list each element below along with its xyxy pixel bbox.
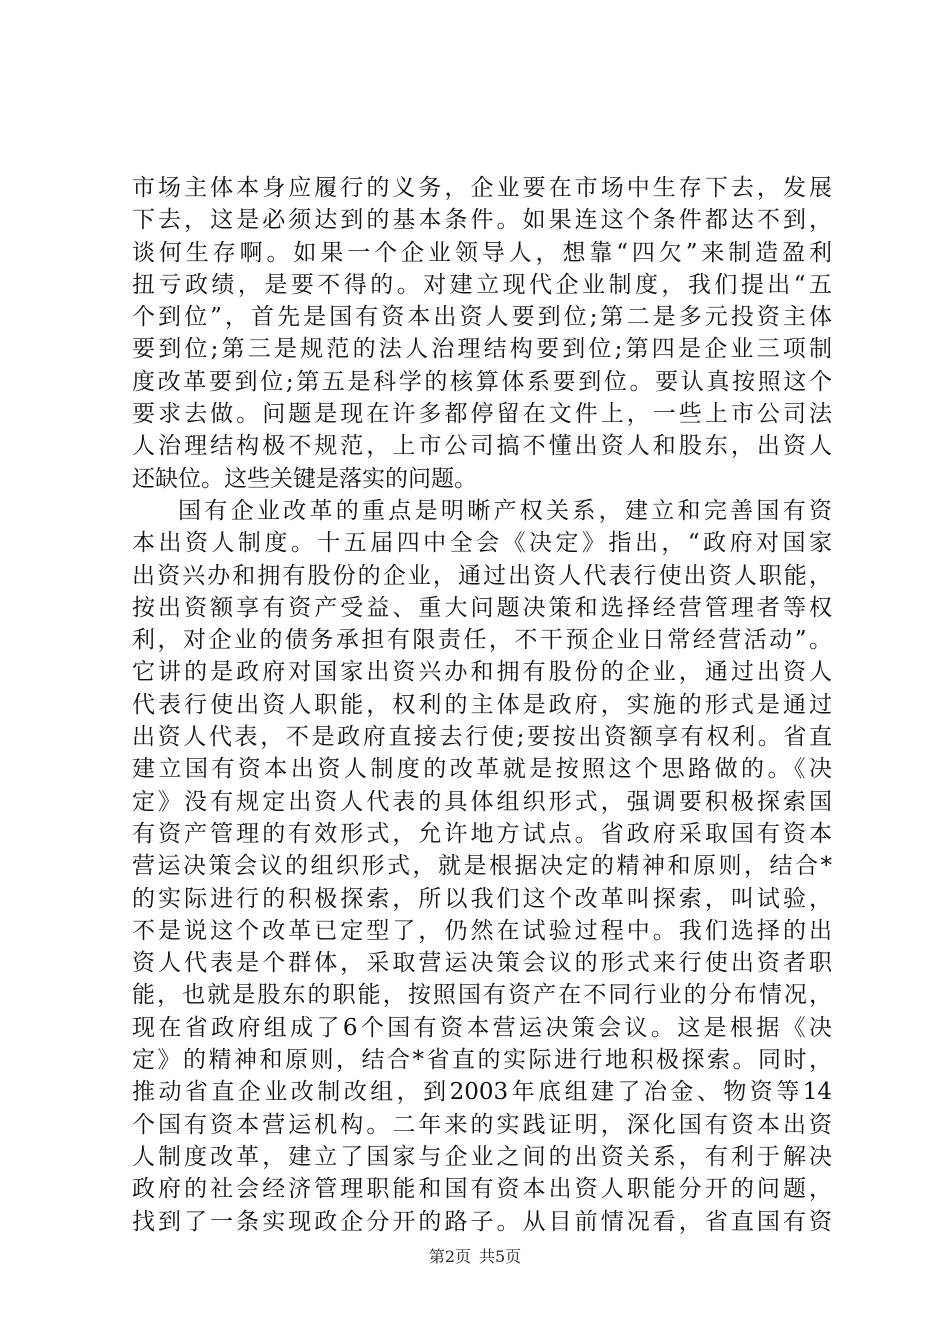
text-line: 个国有资本营运机构。二年来的实践证明，深化国有资本出资 [132, 1111, 832, 1138]
text-line: 有资产管理的有效形式，允许地方试点。省政府采取国有资本 [132, 820, 832, 847]
page-total: 共5页 [479, 1247, 522, 1266]
page-number: 第2页 [428, 1247, 471, 1266]
text-line: 要求去做。问题是现在许多都停留在文件上，一些上市公司法 [132, 401, 832, 428]
text-line: 下去，这是必须达到的基本条件。如果连这个条件都达不到， [132, 207, 832, 234]
text-line: 营运决策会议的组织形式，就是根据决定的精神和原则，结合* [132, 853, 832, 880]
text-line: 扭亏政绩，是要不得的。对建立现代企业制度，我们提出“五 [132, 271, 832, 298]
text-line: 人制度改革，建立了国家与企业之间的出资关系，有利于解决 [132, 1143, 832, 1170]
body-text [132, 172, 832, 1238]
text-line: 利，对企业的债务承担有限责任，不干预企业日常经营活动”。 [132, 627, 832, 654]
text-line: 人治理结构极不规范，上市公司搞不懂出资人和股东，出资人 [132, 433, 832, 460]
text-line: 现在省政府组成了6个国有资本营运决策会议。这是根据《决 [132, 1014, 832, 1041]
text-line: 谈何生存啊。如果一个企业领导人，想靠“四欠”来制造盈利 [132, 239, 832, 266]
text-line: 代表行使出资人职能，权利的主体是政府，实施的形式是通过 [132, 691, 832, 718]
text-line: 政府的社会经济管理职能和国有资本出资人职能分开的问题， [132, 1176, 832, 1203]
text-line: 建立国有资本出资人制度的改革就是按照这个思路做的。《决 [132, 756, 832, 783]
text-line: 市场主体本身应履行的义务，企业要在市场中生存下去，发展 [132, 175, 832, 201]
text-line: 出资人代表，不是政府直接去行使;要按出资额享有权利。省直 [132, 724, 832, 751]
text-line: 找到了一条实现政企分开的路子。从目前情况看，省直国有资 [132, 1208, 832, 1235]
paragraph-1 [132, 172, 832, 495]
text-line: 资人代表是个群体，采取营运决策会议的形式来行使出资者职 [132, 950, 832, 977]
text-line: 要到位;第三是规范的法人治理结构要到位;第四是企业三项制 [132, 336, 832, 363]
text-line: 定》没有规定出资人代表的具体组织形式，强调要积极探索国 [132, 788, 832, 815]
text-line: 国有企业改革的重点是明晰产权关系，建立和完善国有资 [178, 497, 832, 524]
text-line: 不是说这个改革已定型了，仍然在试验过程中。我们选择的出 [132, 917, 832, 944]
text-line: 定》的精神和原则，结合*省直的实际进行地积极探索。同时， [132, 1047, 832, 1074]
text-line: 度改革要到位;第五是科学的核算体系要到位。要认真按照这个 [132, 368, 832, 395]
text-line: 本出资人制度。十五届四中全会《决定》指出，“政府对国家 [132, 530, 832, 557]
text-line: 能，也就是股东的职能，按照国有资产在不同行业的分布情况， [132, 982, 832, 1009]
text-line: 按出资额享有资产受益、重大问题决策和选择经营管理者等权 [132, 594, 832, 621]
text-line: 它讲的是政府对国家出资兴办和拥有股份的企业，通过出资人 [132, 659, 832, 686]
text-line: 出资兴办和拥有股份的企业，通过出资人代表行使出资人职能， [132, 562, 832, 589]
text-line: 推动省直企业改制改组，到2003年底组建了冶金、物资等14 [132, 1079, 832, 1106]
page-footer [0, 1244, 950, 1267]
text-line: 的实际进行的积极探索，所以我们这个改革叫探索，叫试验， [132, 885, 832, 912]
text-line: 个到位”，首先是国有资本出资人要到位;第二是多元投资主体 [132, 304, 832, 331]
paragraph-2 [132, 495, 832, 1238]
text-line: 还缺位。这些关键是落实的问题。 [132, 465, 477, 492]
